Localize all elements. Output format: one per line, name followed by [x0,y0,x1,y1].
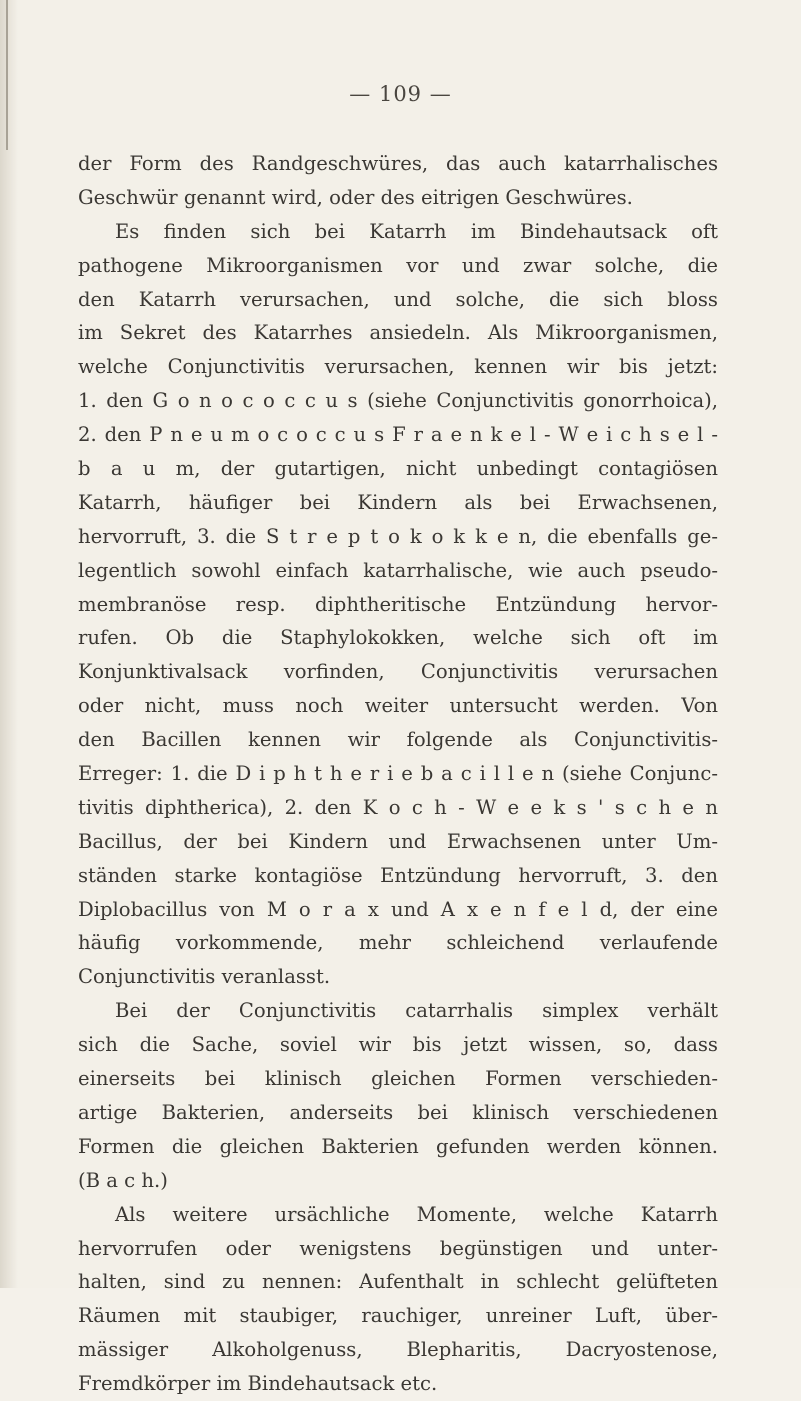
page-number-header: — 109 — [349,82,452,106]
text-line: Erreger: 1. die D i p h t h e r i e b a c i l l e n (siehe Conjunc- [78,762,718,786]
text-line: welche Conjunctivitis verursachen, kennen wir bis jetzt: [78,355,718,379]
text-line: Bei der Conjunctivitis catarrhalis simplex verhält [115,999,718,1023]
page-body-text [78,147,718,1401]
text-line: membranöse resp. diphtheritische Entzündung hervor- [78,592,718,616]
text-line: Diplobacillus von M o r a x und A x e n f e l d, der eine [78,897,718,921]
page-gutter [0,0,18,1288]
text-line: artige Bakterien, anderseits bei klinisch verschiedenen [78,1100,718,1124]
text-line: halten, sind zu nennen: Aufenthalt in schlecht gelüfteten [78,1270,718,1294]
text-line: Als weitere ursächliche Momente, welche Katarrh [115,1202,718,1226]
text-line: Formen die gleichen Bakterien gefunden werden können. [78,1134,718,1158]
text-line: (B a c h.) [78,1168,168,1192]
text-line: der Form des Randgeschwüres, das auch katarrhalisches [78,152,718,175]
text-line: ständen starke kontagiöse Entzündung hervorruft, 3. den [78,863,718,887]
text-line: b a u m, der gutartigen, nicht unbedingt contagiösen [78,457,718,481]
text-line: häufig vorkommende, mehr schleichend verlaufende [78,931,718,955]
text-line: einerseits bei klinisch gleichen Formen verschieden- [78,1067,718,1091]
text-line: Konjunktivalsack vorfinden, Conjunctivitis verursachen [78,660,718,684]
page-edge-mark [6,0,8,150]
text-line: den Katarrh verursachen, und solche, die sich bloss [78,287,718,311]
text-line: Katarrh, häufiger bei Kindern als bei Erwachsenen, [78,490,718,514]
text-line: legentlich sowohl einfach katarrhalische, wie auch pseudo- [78,558,718,582]
text-line: den Bacillen kennen wir folgende als Conjunctivitis- [78,728,718,752]
text-line: oder nicht, muss noch weiter untersucht werden. Von [78,694,718,718]
text-line: im Sekret des Katarrhes ansiedeln. Als Mikroorganismen, [78,321,718,345]
text-line: tivitis diphtherica), 2. den K o c h - W e e k s ' s c h e n [78,795,718,819]
text-line: Räumen mit staubiger, rauchiger, unreiner Luft, über- [78,1304,718,1328]
text-line: pathogene Mikroorganismen vor und zwar solche, die [78,253,718,277]
text-line: 2. den P n e u m o c o c c u s F r a e n k e l - W e i c h s e l - [78,423,718,447]
text-line: Conjunctivitis veranlasst. [78,965,331,989]
text-line: hervorruft, 3. die S t r e p t o k o k k e n, die ebenfalls ge- [78,524,718,548]
text-line: mässiger Alkoholgenuss, Blepharitis, Dacryostenose, [78,1338,718,1362]
text-line: 1. den G o n o c o c c u s (siehe Conjunctivitis gonorrhoica), [78,389,718,413]
text-line: hervorrufen oder wenigstens begünstigen und unter- [78,1236,718,1260]
text-line: Geschwür genannt wird, oder des eitrigen Geschwüres. [78,185,633,209]
text-line: sich die Sache, soviel wir bis jetzt wissen, so, dass [78,1033,718,1057]
text-line: rufen. Ob die Staphylokokken, welche sich oft im [78,626,718,650]
text-line: Bacillus, der bei Kindern und Erwachsenen unter Um- [78,829,718,853]
text-line: Fremdkörper im Bindehautsack etc. [78,1372,438,1396]
text-line: Es finden sich bei Katarrh im Bindehautsack oft [115,219,718,243]
